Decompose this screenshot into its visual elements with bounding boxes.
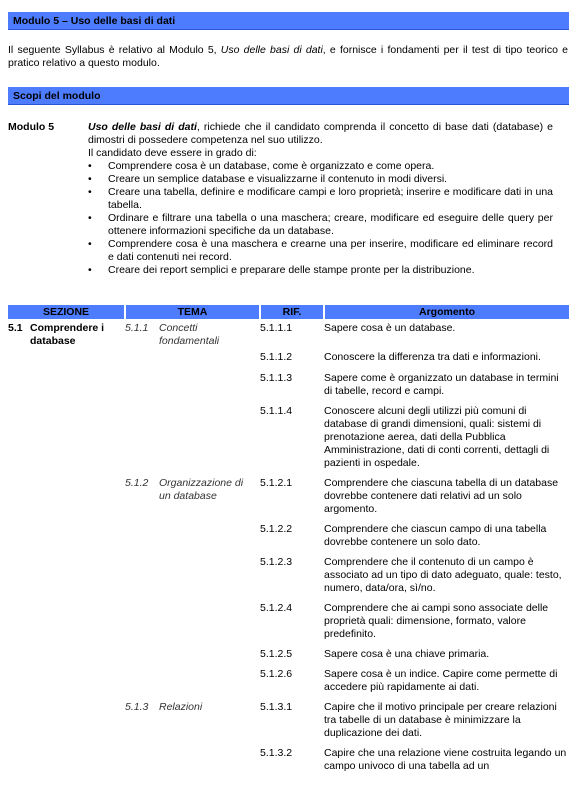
theme-number: 5.1.3 bbox=[125, 701, 149, 713]
scopes-lead-text: , richiede che il candidato comprenda il concetto di base dati (database) e dimostri di possedere competenza nel suo utilizzo. bbox=[88, 121, 553, 146]
argument-cell: Capire che una relazione viene costruita legando un campo univoco di una tabella ad un bbox=[324, 747, 567, 772]
scopes-title: Scopi del modulo bbox=[13, 90, 101, 102]
rif-cell: 5.1.2.4 bbox=[260, 602, 293, 614]
table-row bbox=[8, 405, 569, 477]
scopes-list bbox=[88, 160, 553, 277]
list-item bbox=[88, 160, 553, 173]
rif-cell: 5.1.1.1 bbox=[260, 322, 293, 334]
theme-cell bbox=[125, 319, 260, 351]
scopes-lead bbox=[88, 121, 553, 147]
argument-cell: Conoscere la differenza tra dati e informazioni. bbox=[324, 351, 541, 363]
header-argomento: Argomento bbox=[324, 305, 569, 319]
scopes-module-label: Modulo 5 bbox=[8, 121, 55, 133]
table-row bbox=[8, 668, 569, 701]
rif-cell: 5.1.2.3 bbox=[260, 556, 293, 568]
table-row bbox=[8, 523, 569, 556]
argument-cell: Conoscere alcuni degli utilizzi più comuni di database di grandi dimensioni, quali: sistemi di prenotazione aerea, dati della Pubblica Amministrazione, dati di conti correnti, dettagli di pazienti in ospedale. bbox=[324, 405, 550, 469]
table-row bbox=[8, 556, 569, 602]
header-rif: RIF. bbox=[260, 305, 324, 319]
bullet-icon: • bbox=[88, 160, 92, 172]
table-row bbox=[8, 372, 569, 405]
header-tema: TEMA bbox=[125, 305, 260, 319]
section-name: Comprendere i database bbox=[30, 322, 105, 347]
list-item-text: Comprendere cosa è una maschera e crearne una per inserire, modificare ed eliminare record e dati contenuti nei record. bbox=[108, 238, 553, 263]
argument-cell: Sapere cosa è un indice. Capire come permette di accedere più rapidamente ai dati. bbox=[324, 668, 558, 693]
section-cell bbox=[8, 319, 125, 351]
argument-cell: Sapere cosa è un database. bbox=[324, 322, 456, 334]
scopes-title-bar bbox=[8, 87, 569, 105]
table-row bbox=[8, 319, 569, 351]
list-item bbox=[88, 173, 553, 186]
list-item bbox=[88, 264, 553, 277]
intro-paragraph bbox=[8, 44, 568, 70]
intro-text-before: Il seguente Syllabus è relativo al Modulo 5, bbox=[8, 44, 221, 56]
theme-name: Organizzazione di un database bbox=[159, 477, 244, 502]
syllabus-table bbox=[8, 305, 569, 777]
theme-number: 5.1.1 bbox=[125, 322, 149, 334]
argument-cell: Sapere cosa è una chiave primaria. bbox=[324, 648, 490, 660]
argument-cell: Comprendere che ciascun campo di una tabella dovrebbe contenere un solo dato. bbox=[324, 523, 547, 548]
section-number: 5.1 bbox=[8, 322, 23, 334]
scopes-description bbox=[88, 121, 553, 277]
argument-cell: Capire che il motivo principale per creare relazioni tra tabelle di un database è minimizzare la duplicazione dei dati. bbox=[324, 701, 557, 739]
rif-cell: 5.1.3.1 bbox=[260, 701, 293, 713]
list-item bbox=[88, 238, 553, 264]
bullet-icon: • bbox=[88, 264, 92, 276]
module-title: Modulo 5 – Uso delle basi di dati bbox=[13, 15, 176, 27]
table-row bbox=[8, 747, 569, 777]
theme-name: Relazioni bbox=[159, 701, 203, 713]
argument-cell: Sapere come è organizzato un database in termini di tabelle, record e campi. bbox=[324, 372, 559, 397]
intro-text-italic: Uso delle basi di dati bbox=[220, 44, 323, 56]
rif-cell: 5.1.1.3 bbox=[260, 372, 293, 384]
theme-number: 5.1.2 bbox=[125, 477, 149, 489]
list-item bbox=[88, 186, 553, 212]
intro-text-after: , e fornisce i fondamenti per il test di tipo teorico e pratico relativo a questo modulo. bbox=[8, 44, 568, 69]
module-title-bar bbox=[8, 12, 569, 30]
list-item-text: Creare una tabella, definire e modificare campi e loro proprietà; inserire e modificare dati in una tabella. bbox=[108, 186, 553, 211]
list-item-text: Creare un semplice database e visualizzarne il contenuto in modi diversi. bbox=[108, 173, 448, 185]
rif-cell: 5.1.1.4 bbox=[260, 405, 293, 417]
argument-cell: Comprendere che ai campi sono associate delle proprietà quali: dimensione, formato, valore predefinito. bbox=[324, 602, 549, 640]
rif-cell: 5.1.2.2 bbox=[260, 523, 293, 535]
theme-cell bbox=[125, 477, 260, 523]
bullet-icon: • bbox=[88, 173, 92, 185]
table-row bbox=[8, 648, 569, 668]
list-item-text: Comprendere cosa è un database, come è organizzato e come opera. bbox=[108, 160, 435, 172]
rif-cell: 5.1.2.1 bbox=[260, 477, 293, 489]
bullet-icon: • bbox=[88, 212, 92, 224]
theme-cell bbox=[125, 701, 260, 747]
rif-cell: 5.1.3.2 bbox=[260, 747, 293, 759]
list-item bbox=[88, 212, 553, 238]
rif-cell: 5.1.1.2 bbox=[260, 351, 293, 363]
bullet-icon: • bbox=[88, 186, 92, 198]
rif-cell: 5.1.2.5 bbox=[260, 648, 293, 660]
argument-cell: Comprendere che ciascuna tabella di un database dovrebbe contenere dati relativi ad un solo argomento. bbox=[324, 477, 559, 515]
table-row bbox=[8, 701, 569, 747]
scopes-lead-title: Uso delle basi di dati bbox=[88, 121, 197, 133]
list-item-text: Creare dei report semplici e preparare delle stampe pronte per la distribuzione. bbox=[108, 264, 475, 276]
table-row bbox=[8, 477, 569, 523]
theme-name: Concetti fondamentali bbox=[159, 322, 220, 347]
table-row bbox=[8, 602, 569, 648]
scopes-subtitle: Il candidato deve essere in grado di: bbox=[88, 147, 257, 159]
table-header-row bbox=[8, 305, 569, 319]
table-row bbox=[8, 351, 569, 372]
bullet-icon: • bbox=[88, 238, 92, 250]
rif-cell: 5.1.2.6 bbox=[260, 668, 293, 680]
argument-cell: Comprendere che il contenuto di un campo è associato ad un tipo di dato adeguato, quale: testo, numero, data/ora, sì/no. bbox=[324, 556, 562, 594]
header-sezione: SEZIONE bbox=[8, 305, 125, 319]
list-item-text: Ordinare e filtrare una tabella o una maschera; creare, modificare ed eseguire delle query per ottenere informazioni specifiche da un database. bbox=[108, 212, 553, 237]
